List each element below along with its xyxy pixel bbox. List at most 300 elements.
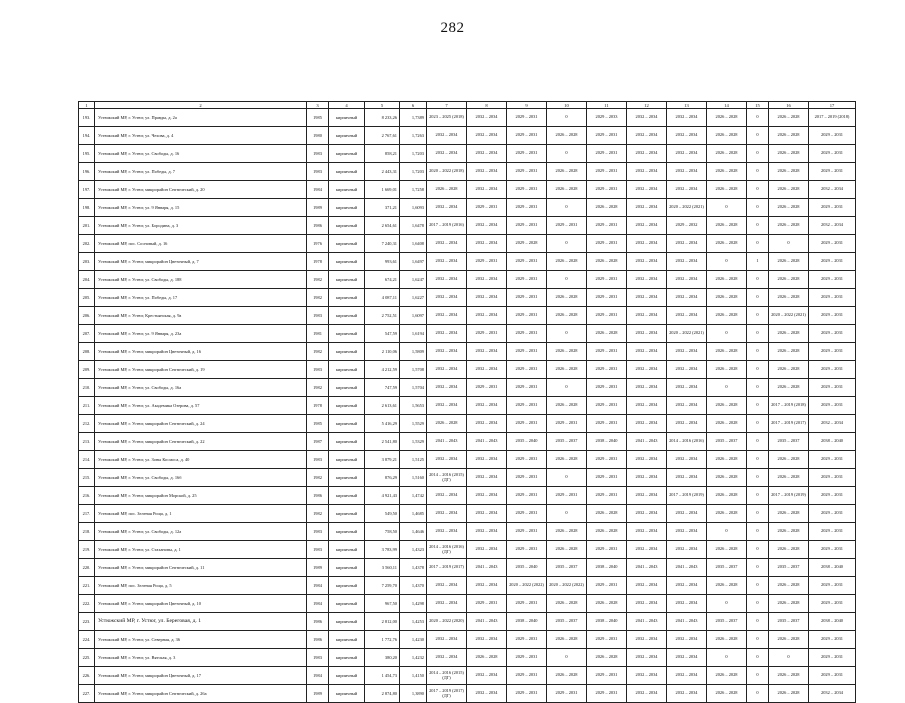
address: Устюжский МР, г. Устюг, ул. Правды, д. 2а bbox=[95, 109, 307, 127]
period-col-14: 2026 – 2028 bbox=[707, 415, 747, 433]
period-col-14: 2026 – 2028 bbox=[707, 451, 747, 469]
wall-material: кирпичный bbox=[329, 559, 365, 577]
total-area: 3 560,11 bbox=[365, 559, 400, 577]
period-col-8: 2032 – 2034 bbox=[467, 685, 507, 703]
period-col-10: 0 bbox=[547, 325, 587, 343]
address: Устюжский МР, пос. Зеленая Роща, д. 5 bbox=[95, 577, 307, 595]
period-col-8: 2029 – 2031 bbox=[467, 379, 507, 397]
period-col-15: 0 bbox=[747, 577, 769, 595]
period-col-11: 2029 – 2031 bbox=[587, 487, 627, 505]
table-row bbox=[79, 559, 856, 577]
period-col-14: 2026 – 2028 bbox=[707, 163, 747, 181]
row-number: 223. bbox=[79, 613, 95, 631]
period-col-10: 2026 – 2028 bbox=[547, 397, 587, 415]
column-header-4: 4 bbox=[329, 102, 365, 109]
coefficient: 1,4742 bbox=[400, 487, 427, 505]
period-col-9: 2029 – 2031 bbox=[507, 469, 547, 487]
period-col-13: 2029 – 2032 bbox=[667, 217, 707, 235]
period-col-9: 2035 – 2040 bbox=[507, 559, 547, 577]
address: Устюжский МР, г. Устюг, ул. Победы, д. 17 bbox=[95, 289, 307, 307]
period-col-12: 2032 – 2034 bbox=[627, 199, 667, 217]
period-col-10: 2035 – 2037 bbox=[547, 559, 587, 577]
period-col-16: 2026 – 2028 bbox=[769, 127, 809, 145]
table-row bbox=[79, 109, 856, 127]
period-col-7: 2032 – 2034 bbox=[427, 595, 467, 613]
table-row bbox=[79, 487, 856, 505]
period-col-13: 2032 – 2034 bbox=[667, 271, 707, 289]
period-col-15: 0 bbox=[747, 289, 769, 307]
total-area: 858,21 bbox=[365, 145, 400, 163]
period-col-12: 2032 – 2034 bbox=[627, 163, 667, 181]
total-area: 747,59 bbox=[365, 379, 400, 397]
period-col-13: 2041 – 2043 bbox=[667, 559, 707, 577]
period-col-17: 2038 – 2040 bbox=[809, 559, 856, 577]
period-col-8: 2032 – 2034 bbox=[467, 235, 507, 253]
wall-material: кирпичный bbox=[329, 541, 365, 559]
period-col-7: 2026 – 2028 bbox=[427, 415, 467, 433]
wall-material: кирпичный bbox=[329, 433, 365, 451]
period-col-17: 2029 – 2031 bbox=[809, 289, 856, 307]
period-col-7: 2032 – 2034 bbox=[427, 199, 467, 217]
coefficient: 1,5704 bbox=[400, 379, 427, 397]
period-col-8: 2026 – 2028 bbox=[467, 649, 507, 667]
period-col-13: 2032 – 2034 bbox=[667, 253, 707, 271]
wall-material: кирпичный bbox=[329, 253, 365, 271]
table-row bbox=[79, 433, 856, 451]
total-area: 4 087,11 bbox=[365, 289, 400, 307]
period-col-17: 2029 – 2031 bbox=[809, 145, 856, 163]
row-number: 206. bbox=[79, 307, 95, 325]
period-col-8: 2032 – 2034 bbox=[467, 541, 507, 559]
year-built: 1983 bbox=[307, 541, 329, 559]
row-number: 211. bbox=[79, 397, 95, 415]
total-area: 547,59 bbox=[365, 325, 400, 343]
period-col-17: 2029 – 2031 bbox=[809, 469, 856, 487]
period-col-8: 2041 – 2043 bbox=[467, 613, 507, 631]
period-col-16: 2026 – 2028 bbox=[769, 181, 809, 199]
period-col-13: 2032 – 2034 bbox=[667, 163, 707, 181]
period-col-12: 2032 – 2034 bbox=[627, 451, 667, 469]
year-built: 1986 bbox=[307, 631, 329, 649]
period-col-15: 0 bbox=[747, 397, 769, 415]
period-col-9: 2029 – 2031 bbox=[507, 109, 547, 127]
year-built: 1984 bbox=[307, 181, 329, 199]
total-area: 7 259,70 bbox=[365, 577, 400, 595]
period-col-16: 2026 – 2028 bbox=[769, 145, 809, 163]
row-number: 203. bbox=[79, 253, 95, 271]
period-col-14: 2026 – 2028 bbox=[707, 541, 747, 559]
total-area: 4 212,59 bbox=[365, 361, 400, 379]
period-col-11: 2029 – 2031 bbox=[587, 541, 627, 559]
period-col-12: 2032 – 2034 bbox=[627, 235, 667, 253]
table-row bbox=[79, 145, 856, 163]
period-col-16: 2026 – 2028 bbox=[769, 343, 809, 361]
period-col-9: 2029 – 2031 bbox=[507, 253, 547, 271]
address: Устюжский МР, г. Устюг, микрорайон Септический, д. 22 bbox=[95, 433, 307, 451]
period-col-12: 2032 – 2034 bbox=[627, 253, 667, 271]
period-col-13: 2020 – 2022 (2021) bbox=[667, 325, 707, 343]
wall-material: кирпичный bbox=[329, 379, 365, 397]
period-col-12: 2032 – 2034 bbox=[627, 325, 667, 343]
total-area: 2 110,06 bbox=[365, 343, 400, 361]
period-col-10: 2026 – 2028 bbox=[547, 631, 587, 649]
address: Устюжский МР, г. Устюг, ул. Свободы, д. 16а bbox=[95, 379, 307, 397]
period-col-16: 2026 – 2028 bbox=[769, 523, 809, 541]
wall-material: кирпичный bbox=[329, 127, 365, 145]
period-col-15: 0 bbox=[747, 451, 769, 469]
period-col-10: 2026 – 2028 bbox=[547, 127, 587, 145]
year-built: 1983 bbox=[307, 523, 329, 541]
period-col-14: 2026 – 2028 bbox=[707, 361, 747, 379]
period-col-16: 2026 – 2028 bbox=[769, 595, 809, 613]
wall-material: кирпичный bbox=[329, 613, 365, 631]
coefficient: 1,7258 bbox=[400, 181, 427, 199]
period-col-11: 2029 – 2031 bbox=[587, 667, 627, 685]
period-col-9: 2029 – 2031 bbox=[507, 217, 547, 235]
wall-material: кирпичный bbox=[329, 685, 365, 703]
period-col-17: 2029 – 2031 bbox=[809, 397, 856, 415]
row-number: 224. bbox=[79, 631, 95, 649]
period-col-14: 0 bbox=[707, 523, 747, 541]
period-col-9: 2029 – 2031 bbox=[507, 325, 547, 343]
wall-material: кирпичный bbox=[329, 649, 365, 667]
period-col-11: 2029 – 2031 bbox=[587, 145, 627, 163]
row-number: 193. bbox=[79, 109, 95, 127]
period-col-12: 2032 – 2034 bbox=[627, 577, 667, 595]
total-area: 549,50 bbox=[365, 505, 400, 523]
period-col-7: 2032 – 2034 bbox=[427, 631, 467, 649]
table-row bbox=[79, 523, 856, 541]
wall-material: кирпичный bbox=[329, 289, 365, 307]
wall-material: кирпичный bbox=[329, 145, 365, 163]
period-col-12: 2032 – 2034 bbox=[627, 379, 667, 397]
period-col-15: 0 bbox=[747, 145, 769, 163]
address: Устюжский МР, г. Устюг, микрорайон Септический, д. 11 bbox=[95, 559, 307, 577]
address: Устюжский МР, г. Устюг, ул. Свободы, д. 16 bbox=[95, 145, 307, 163]
period-col-16: 2026 – 2028 bbox=[769, 109, 809, 127]
period-col-14: 2035 – 2037 bbox=[707, 559, 747, 577]
column-header-2: 2 bbox=[95, 102, 307, 109]
coefficient: 1,6478 bbox=[400, 217, 427, 235]
total-area: 3 783,99 bbox=[365, 541, 400, 559]
period-col-17: 2029 – 2031 bbox=[809, 667, 856, 685]
period-col-16: 2026 – 2028 bbox=[769, 685, 809, 703]
coefficient: 1,6194 bbox=[400, 325, 427, 343]
period-col-16: 2026 – 2028 bbox=[769, 541, 809, 559]
period-col-7: 2041 – 2043 bbox=[427, 433, 467, 451]
period-col-10: 2029 – 2031 bbox=[547, 217, 587, 235]
row-number: 197. bbox=[79, 181, 95, 199]
year-built: 1983 bbox=[307, 451, 329, 469]
year-built: 1983 bbox=[307, 307, 329, 325]
period-col-9: 2035 – 2040 bbox=[507, 433, 547, 451]
period-col-15: 0 bbox=[747, 433, 769, 451]
year-built: 1978 bbox=[307, 253, 329, 271]
period-col-8: 2032 – 2034 bbox=[467, 361, 507, 379]
row-number: 215. bbox=[79, 469, 95, 487]
period-col-7: 2032 – 2034 bbox=[427, 451, 467, 469]
coefficient: 1,5529 bbox=[400, 415, 427, 433]
address: Устюжский МР, г. Устюг, ул. 9 Января, д. 23а bbox=[95, 325, 307, 343]
period-col-14: 2026 – 2028 bbox=[707, 307, 747, 325]
wall-material: кирпичный bbox=[329, 109, 365, 127]
period-col-14: 0 bbox=[707, 379, 747, 397]
period-col-14: 2026 – 2028 bbox=[707, 343, 747, 361]
address: Устюжский МР, г. Устюг, микрорайон Цветочный, д. 10 bbox=[95, 595, 307, 613]
period-col-13: 2020 – 2022 (2021) bbox=[667, 199, 707, 217]
period-col-8: 2032 – 2034 bbox=[467, 505, 507, 523]
total-area: 371,21 bbox=[365, 199, 400, 217]
period-col-11: 2029 – 2031 bbox=[587, 271, 627, 289]
period-col-11: 2029 – 2031 bbox=[587, 397, 627, 415]
period-col-7: 2032 – 2034 bbox=[427, 325, 467, 343]
coefficient: 1,7203 bbox=[400, 145, 427, 163]
year-built: 1983 bbox=[307, 361, 329, 379]
year-built: 1978 bbox=[307, 397, 329, 415]
period-col-12: 2032 – 2034 bbox=[627, 127, 667, 145]
column-header-7: 7 bbox=[427, 102, 467, 109]
column-header-1: 1 bbox=[79, 102, 95, 109]
period-col-7: 2032 – 2034 bbox=[427, 523, 467, 541]
period-col-17: 2029 – 2031 bbox=[809, 541, 856, 559]
period-col-9: 2029 – 2031 bbox=[507, 343, 547, 361]
period-col-10: 0 bbox=[547, 271, 587, 289]
period-col-8: 2032 – 2034 bbox=[467, 469, 507, 487]
table-row bbox=[79, 397, 856, 415]
table-row bbox=[79, 577, 856, 595]
period-col-11: 2026 – 2028 bbox=[587, 523, 627, 541]
period-col-12: 2041 – 2043 bbox=[627, 559, 667, 577]
period-col-17: 2029 – 2031 bbox=[809, 235, 856, 253]
table-row bbox=[79, 343, 856, 361]
row-number: 207. bbox=[79, 325, 95, 343]
column-header-10: 10 bbox=[547, 102, 587, 109]
period-col-15: 0 bbox=[747, 109, 769, 127]
period-col-9: 2029 – 2031 bbox=[507, 685, 547, 703]
coefficient: 1,3890 bbox=[400, 685, 427, 703]
period-col-11: 2026 – 2028 bbox=[587, 199, 627, 217]
period-col-7: 2032 – 2034 bbox=[427, 397, 467, 415]
capital-repair-schedule-table bbox=[78, 101, 856, 703]
period-col-16: 2026 – 2028 bbox=[769, 163, 809, 181]
year-built: 1982 bbox=[307, 343, 329, 361]
period-col-16: 2026 – 2028 bbox=[769, 451, 809, 469]
period-col-14: 2026 – 2028 bbox=[707, 217, 747, 235]
period-col-8: 2032 – 2034 bbox=[467, 631, 507, 649]
period-col-14: 2035 – 2037 bbox=[707, 433, 747, 451]
period-col-12: 2032 – 2034 bbox=[627, 649, 667, 667]
period-col-17: 2017 – 2019 (2018) bbox=[809, 109, 856, 127]
year-built: 1983 bbox=[307, 649, 329, 667]
period-col-13: 2032 – 2034 bbox=[667, 361, 707, 379]
period-col-13: 2032 – 2034 bbox=[667, 685, 707, 703]
period-col-15: 0 bbox=[747, 379, 769, 397]
period-col-9: 2029 – 2031 bbox=[507, 127, 547, 145]
wall-material: кирпичный bbox=[329, 595, 365, 613]
period-col-16: 2026 – 2028 bbox=[769, 325, 809, 343]
column-header-3: 3 bbox=[307, 102, 329, 109]
period-col-9: 2029 – 2031 bbox=[507, 289, 547, 307]
period-col-17: 2029 – 2031 bbox=[809, 631, 856, 649]
table-row bbox=[79, 271, 856, 289]
coefficient: 1,6227 bbox=[400, 289, 427, 307]
period-col-17: 2029 – 2031 bbox=[809, 361, 856, 379]
coefficient: 1,4370 bbox=[400, 577, 427, 595]
period-col-8: 2032 – 2034 bbox=[467, 523, 507, 541]
period-col-16: 2026 – 2028 bbox=[769, 577, 809, 595]
period-col-12: 2041 – 2043 bbox=[627, 433, 667, 451]
period-col-8: 2032 – 2034 bbox=[467, 487, 507, 505]
wall-material: кирпичный bbox=[329, 217, 365, 235]
period-col-7: 2020 – 2022 (2020) bbox=[427, 613, 467, 631]
period-col-7: 2017 – 2019 (2017) bbox=[427, 559, 467, 577]
table-row bbox=[79, 181, 856, 199]
period-col-13: 2032 – 2034 bbox=[667, 505, 707, 523]
period-col-9: 2029 – 2031 bbox=[507, 667, 547, 685]
period-col-13: 2032 – 2034 bbox=[667, 145, 707, 163]
period-col-12: 2041 – 2043 bbox=[627, 613, 667, 631]
period-col-8: 2032 – 2034 bbox=[467, 451, 507, 469]
period-col-17: 2032 – 2034 bbox=[809, 415, 856, 433]
period-col-14: 2026 – 2028 bbox=[707, 487, 747, 505]
period-col-17: 2029 – 2031 bbox=[809, 127, 856, 145]
period-col-16: 2026 – 2028 bbox=[769, 379, 809, 397]
period-col-14: 0 bbox=[707, 199, 747, 217]
year-built: 1976 bbox=[307, 235, 329, 253]
period-col-15: 0 bbox=[747, 559, 769, 577]
column-header-13: 13 bbox=[667, 102, 707, 109]
period-col-14: 2026 – 2028 bbox=[707, 667, 747, 685]
column-header-6: 6 bbox=[400, 102, 427, 109]
period-col-10: 2026 – 2028 bbox=[547, 523, 587, 541]
row-number: 196. bbox=[79, 163, 95, 181]
period-col-9: 2029 – 2031 bbox=[507, 595, 547, 613]
period-col-13: 2032 – 2034 bbox=[667, 631, 707, 649]
period-col-13: 2032 – 2034 bbox=[667, 307, 707, 325]
period-col-13: 2032 – 2034 bbox=[667, 181, 707, 199]
period-col-13: 2032 – 2034 bbox=[667, 289, 707, 307]
total-area: 1 669,01 bbox=[365, 181, 400, 199]
period-col-12: 2032 – 2034 bbox=[627, 487, 667, 505]
period-col-10: 2026 – 2028 bbox=[547, 451, 587, 469]
period-col-15: 0 bbox=[747, 595, 769, 613]
period-col-9: 2029 – 2031 bbox=[507, 397, 547, 415]
period-col-15: 0 bbox=[747, 667, 769, 685]
wall-material: кирпичный bbox=[329, 505, 365, 523]
period-col-11: 2029 – 2031 bbox=[587, 469, 627, 487]
column-header-15: 15 bbox=[747, 102, 769, 109]
period-col-12: 2032 – 2034 bbox=[627, 595, 667, 613]
period-col-8: 2029 – 2031 bbox=[467, 253, 507, 271]
year-built: 1986 bbox=[307, 217, 329, 235]
period-col-10: 2026 – 2028 bbox=[547, 595, 587, 613]
column-header-9: 9 bbox=[507, 102, 547, 109]
period-col-9: 2029 – 2031 bbox=[507, 379, 547, 397]
row-number: 217. bbox=[79, 505, 95, 523]
period-col-17: 2029 – 2031 bbox=[809, 325, 856, 343]
period-col-9: 2029 – 2031 bbox=[507, 505, 547, 523]
wall-material: кирпичный bbox=[329, 361, 365, 379]
period-col-11: 2038 – 2040 bbox=[587, 559, 627, 577]
period-col-12: 2032 – 2034 bbox=[627, 469, 667, 487]
period-col-16: 2035 – 2037 bbox=[769, 433, 809, 451]
total-area: 758,50 bbox=[365, 523, 400, 541]
wall-material: кирпичный bbox=[329, 271, 365, 289]
address: Устюжский МР, г. Устюг, ул. Свободы, д. 16б bbox=[95, 469, 307, 487]
row-number: 220. bbox=[79, 559, 95, 577]
year-built: 1982 bbox=[307, 379, 329, 397]
period-col-11: 2029 – 2033 bbox=[587, 109, 627, 127]
table-row bbox=[79, 685, 856, 703]
address: Устюжский МР, г. Устюг, микрорайон Септический, д. 19 bbox=[95, 361, 307, 379]
period-col-17: 2029 – 2031 bbox=[809, 163, 856, 181]
period-col-13: 2014 – 2016 (2016) bbox=[667, 433, 707, 451]
period-col-10: 2029 – 2031 bbox=[547, 685, 587, 703]
period-col-11: 2038 – 2040 bbox=[587, 433, 627, 451]
period-col-17: 2038 – 2040 bbox=[809, 613, 856, 631]
year-built: 1985 bbox=[307, 109, 329, 127]
period-col-12: 2032 – 2034 bbox=[627, 181, 667, 199]
row-number: 205. bbox=[79, 289, 95, 307]
period-col-8: 2032 – 2034 bbox=[467, 577, 507, 595]
period-col-14: 2026 – 2028 bbox=[707, 577, 747, 595]
period-col-17: 2029 – 2031 bbox=[809, 199, 856, 217]
period-col-14: 0 bbox=[707, 253, 747, 271]
table-row bbox=[79, 253, 856, 271]
period-col-14: 2026 – 2028 bbox=[707, 109, 747, 127]
period-col-8: 2041 – 2043 bbox=[467, 433, 507, 451]
period-col-15: 0 bbox=[747, 127, 769, 145]
period-col-13: 2032 – 2034 bbox=[667, 109, 707, 127]
total-area: 2 613,61 bbox=[365, 397, 400, 415]
period-col-7: 2032 – 2034 bbox=[427, 307, 467, 325]
period-col-9: 2029 – 2031 bbox=[507, 181, 547, 199]
period-col-11: 2029 – 2031 bbox=[587, 235, 627, 253]
year-built: 1989 bbox=[307, 685, 329, 703]
table-row bbox=[79, 361, 856, 379]
coefficient: 1,5125 bbox=[400, 451, 427, 469]
period-col-17: 2029 – 2031 bbox=[809, 505, 856, 523]
period-col-16: 2026 – 2028 bbox=[769, 289, 809, 307]
period-col-17: 2029 – 2031 bbox=[809, 271, 856, 289]
period-col-8: 2029 – 2031 bbox=[467, 595, 507, 613]
row-number: 216. bbox=[79, 487, 95, 505]
year-built: 1980 bbox=[307, 127, 329, 145]
period-col-14: 2026 – 2028 bbox=[707, 397, 747, 415]
period-col-16: 2017 – 2019 (2019) bbox=[769, 487, 809, 505]
wall-material: кирпичный bbox=[329, 343, 365, 361]
table-row bbox=[79, 235, 856, 253]
period-col-11: 2029 – 2031 bbox=[587, 577, 627, 595]
column-header-12: 12 bbox=[627, 102, 667, 109]
total-area: 876,29 bbox=[365, 469, 400, 487]
period-col-15: 0 bbox=[747, 469, 769, 487]
period-col-11: 2029 – 2031 bbox=[587, 451, 627, 469]
row-number: 212. bbox=[79, 415, 95, 433]
row-number: 221. bbox=[79, 577, 95, 595]
coefficient: 1,7389 bbox=[400, 109, 427, 127]
table-row bbox=[79, 289, 856, 307]
coefficient: 1,6408 bbox=[400, 235, 427, 253]
period-col-16: 2017 – 2019 (2018) bbox=[769, 397, 809, 415]
period-col-13: 2041 – 2043 bbox=[667, 613, 707, 631]
column-header-8: 8 bbox=[467, 102, 507, 109]
period-col-10: 0 bbox=[547, 109, 587, 127]
wall-material: кирпичный bbox=[329, 181, 365, 199]
total-area: 967,50 bbox=[365, 595, 400, 613]
wall-material: кирпичный bbox=[329, 415, 365, 433]
period-col-7: 2032 – 2034 bbox=[427, 487, 467, 505]
